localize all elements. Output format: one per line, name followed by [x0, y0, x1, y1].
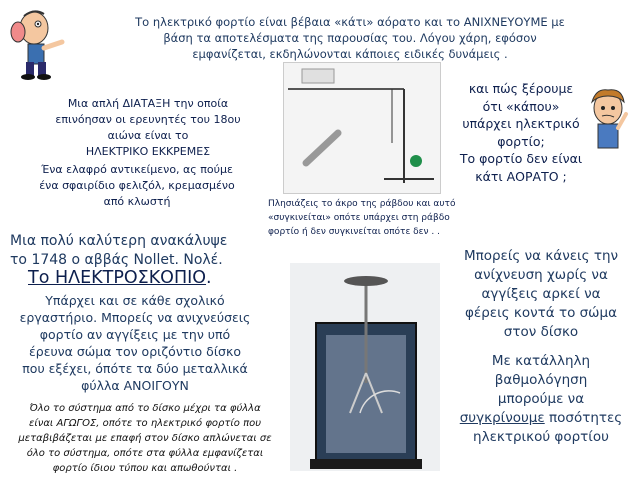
pendulum-line: επινόησαν οι ερευνητές του 18ου — [55, 113, 241, 126]
thinking-man-icon — [6, 6, 82, 80]
nollet-text — [10, 232, 270, 270]
intro-line: Το ηλεκτρικό φορτίο είναι βέβαια «κάτι» αόρατο και το ΑΝΙΧΝΕΥΟΥΜΕ με — [135, 15, 565, 29]
approach-line: Πλησιάζεις το άκρο της ράβδου και αυτό — [268, 199, 456, 209]
detect-line: Μπορείς να κάνεις την — [463, 248, 619, 264]
scale-line: βαθμολόγηση — [494, 372, 588, 388]
conductor-line: μεταβιβάζεται με επαφή στον δίσκο απλώνεται σε — [18, 433, 272, 444]
nollet-line: Μια πολύ καλύτερη ανακάλυψε — [10, 233, 228, 249]
detect-text — [445, 247, 637, 342]
intro-line: βάση τα αποτελέσματα της παρουσίας του. Λόγου χάρη, εφόσον — [163, 31, 537, 45]
electroscope-line: εργαστήριο. Μπορείς να ανιχνεύσεις — [19, 310, 251, 325]
electroscope-description — [4, 292, 266, 394]
how-line: Το φορτίο δεν είναι — [459, 151, 583, 166]
approach-line: «συγκινείται» οπότε υπάρχει στη ράβδο — [268, 213, 450, 223]
conductor-text — [6, 401, 284, 476]
light-object-text — [14, 162, 260, 210]
approach-text — [268, 197, 488, 239]
compare-word: συγκρίνουμε — [459, 410, 545, 426]
electroscope-line: φορτίο αν αγγίξεις με την υπό — [39, 327, 231, 342]
light-line: από κλωστή — [103, 195, 171, 208]
title-dot: . — [206, 268, 212, 288]
conductor-line: Όλο το σύστημα από το δίσκο μέχρι τα φύλλα — [29, 403, 261, 414]
electroscope-line: Υπάρχει και σε κάθε σχολικό — [45, 293, 225, 308]
scale-line: Με κατάλληλη — [491, 353, 591, 369]
detect-line: αγγίξεις αρκεί να — [481, 286, 601, 302]
scale-text — [450, 352, 632, 447]
pendulum-line: ΗΛΕΚΤΡΙΚΟ ΕΚΚΡΕΜΕΣ — [85, 145, 211, 158]
electroscope-line: που εξέχει, όπότε τα δύο μεταλλικά — [22, 361, 248, 376]
how-line: φορτίο; — [497, 133, 545, 149]
puzzled-boy-icon — [582, 84, 634, 152]
pendulum-intro — [28, 96, 268, 160]
compare-rest: ποσότητες — [544, 410, 623, 426]
how-line: υπάρχει ηλεκτρικό — [462, 116, 580, 131]
how-line: ότι «κάπου» — [482, 98, 560, 114]
detect-line: φέρεις κοντά το σώμα — [465, 305, 617, 321]
electroscope-title — [28, 268, 212, 288]
electroscope-line: φύλλα ΑΝΟΙΓΟΥΝ — [81, 378, 189, 393]
how-line: κάτι ΑΟΡΑΤΟ ; — [475, 168, 567, 184]
detect-line: ανίχνευση χωρίς να — [474, 267, 608, 283]
light-line: Ένα ελαφρό αντικείμενο, ας πούμε — [41, 163, 233, 176]
pendulum-line: Μια απλή ΔΙΑΤΑΞΗ την οποία — [67, 97, 229, 110]
electroscope-line: έρευνα σώμα τον οριζόντιο δίσκο — [29, 344, 241, 359]
conductor-line: φορτίο ίδιου τύπου και απωθούνται . — [52, 463, 238, 474]
nollet-line: το 1748 ο αββάς Nollet. Νολέ. — [10, 252, 223, 268]
intro-line: εμφανίζεται, εκδηλώνονται κάποιες ειδικές δυνάμεις . — [192, 47, 508, 61]
conductor-line: είναι ΑΓΩΓΟΣ, οπότε το ηλεκτρικό φορτίο που — [28, 418, 262, 429]
detect-line: στον δίσκο — [503, 324, 579, 340]
electroscope-title-text: Το ΗΛΕΚΤΡΟΣΚΟΠΙΟ — [28, 268, 207, 288]
scale-line-measure — [450, 409, 632, 428]
scale-line: μπορούμε να — [497, 391, 585, 407]
intro-text — [110, 14, 590, 62]
how-we-know-text — [446, 80, 596, 185]
electroscope-photo — [290, 263, 440, 471]
electric-pendulum-image — [283, 62, 441, 194]
approach-line: φορτίο ή δεν συγκινείται οπότε δεν . . — [268, 227, 441, 237]
light-line: ένα σφαιρίδιο φελιζόλ, κρεμασμένο — [39, 179, 235, 192]
pendulum-line: αιώνα είναι το — [107, 129, 189, 142]
conductor-line: όλο το σύστημα, οπότε στα φύλλα εμφανίζεται — [26, 448, 264, 459]
how-line: και πώς ξέρουμε — [468, 81, 574, 96]
scale-line: ηλεκτρικού φορτίου — [473, 429, 609, 445]
